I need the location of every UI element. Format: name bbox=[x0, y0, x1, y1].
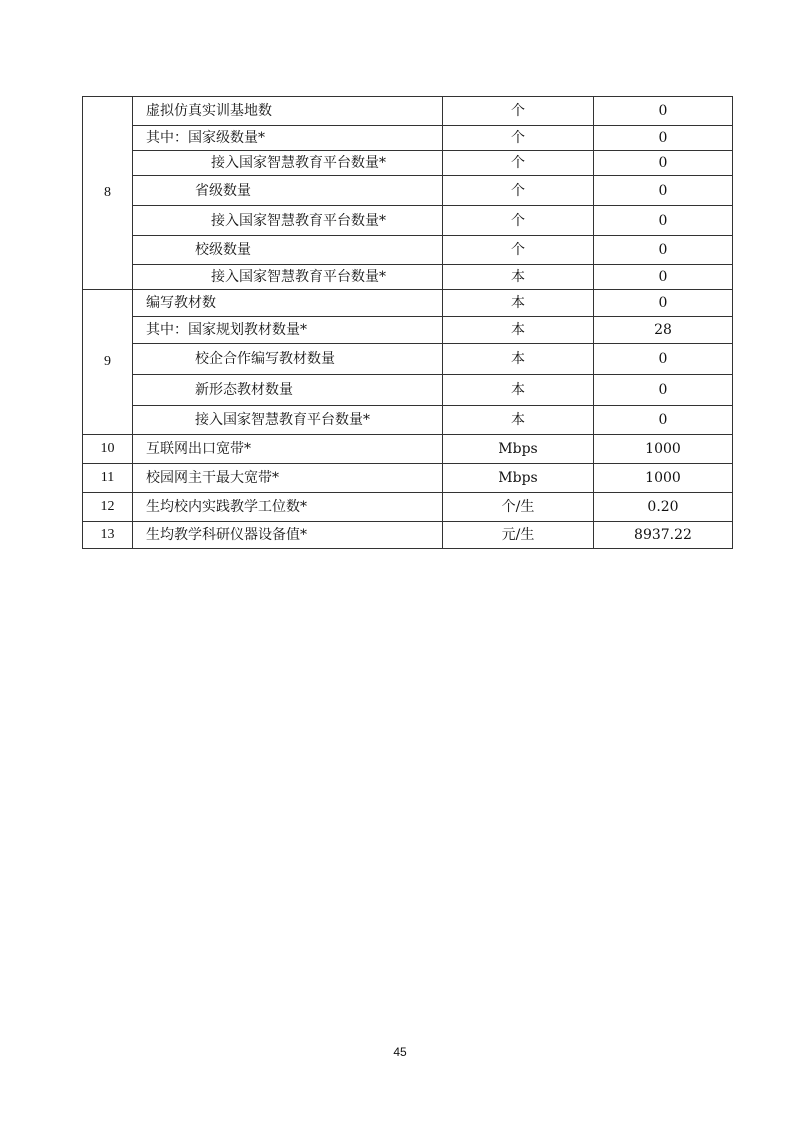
indicator-value: 0 bbox=[594, 126, 733, 151]
indicator-unit: 本 bbox=[443, 375, 594, 406]
indicator-value: 0 bbox=[594, 344, 733, 375]
indicator-name: 虚拟仿真实训基地数 bbox=[133, 97, 443, 126]
indicator-unit: Mbps bbox=[443, 464, 594, 493]
table-row bbox=[83, 176, 733, 206]
table-row bbox=[83, 206, 733, 236]
table-row bbox=[83, 126, 733, 151]
indicator-name: 校园网主干最大宽带* bbox=[133, 464, 443, 493]
table-row bbox=[83, 317, 733, 344]
table-row bbox=[83, 97, 733, 126]
indicator-value: 0 bbox=[594, 265, 733, 290]
table-row bbox=[83, 522, 733, 549]
indicator-unit: 个/生 bbox=[443, 493, 594, 522]
indicator-unit: 个 bbox=[443, 126, 594, 151]
indicator-name: 生均教学科研仪器设备值* bbox=[133, 522, 443, 549]
table-row bbox=[83, 236, 733, 265]
indicator-name: 互联网出口宽带* bbox=[133, 435, 443, 464]
indicator-value: 0 bbox=[594, 151, 733, 176]
indicator-value: 28 bbox=[594, 317, 733, 344]
indicator-name: 接入国家智慧教育平台数量* bbox=[133, 206, 443, 236]
indicator-value: 0 bbox=[594, 97, 733, 126]
indicator-name: 接入国家智慧教育平台数量* bbox=[133, 406, 443, 435]
indicator-unit: 个 bbox=[443, 151, 594, 176]
indicator-value: 8937.22 bbox=[594, 522, 733, 549]
page-number: 45 bbox=[393, 1045, 407, 1059]
indicator-unit: 本 bbox=[443, 344, 594, 375]
indicator-name: 校企合作编写教材数量 bbox=[133, 344, 443, 375]
table-row bbox=[83, 435, 733, 464]
indicator-value: 0 bbox=[594, 375, 733, 406]
indicator-name: 其中：国家级数量* bbox=[133, 126, 443, 151]
indicator-value: 0 bbox=[594, 176, 733, 206]
row-index: 13 bbox=[83, 522, 133, 549]
indicator-unit: 元/生 bbox=[443, 522, 594, 549]
table-row bbox=[83, 344, 733, 375]
indicator-unit: 本 bbox=[443, 290, 594, 317]
row-index: 8 bbox=[83, 97, 133, 290]
indicator-value: 0 bbox=[594, 406, 733, 435]
indicator-unit: 本 bbox=[443, 265, 594, 290]
indicator-unit: 本 bbox=[443, 317, 594, 344]
indicator-unit: 本 bbox=[443, 406, 594, 435]
table-row bbox=[83, 290, 733, 317]
row-index: 9 bbox=[83, 290, 133, 435]
row-index: 12 bbox=[83, 493, 133, 522]
indicator-name: 编写教材数 bbox=[133, 290, 443, 317]
indicator-table bbox=[82, 96, 733, 549]
indicator-value: 0 bbox=[594, 236, 733, 265]
indicator-unit: 个 bbox=[443, 206, 594, 236]
row-index: 10 bbox=[83, 435, 133, 464]
indicator-unit: Mbps bbox=[443, 435, 594, 464]
indicator-name: 校级数量 bbox=[133, 236, 443, 265]
indicator-unit: 个 bbox=[443, 176, 594, 206]
indicator-value: 0.20 bbox=[594, 493, 733, 522]
indicator-value: 1000 bbox=[594, 464, 733, 493]
indicator-value: 0 bbox=[594, 206, 733, 236]
indicator-value: 1000 bbox=[594, 435, 733, 464]
table-row bbox=[83, 375, 733, 406]
indicator-name: 接入国家智慧教育平台数量* bbox=[133, 151, 443, 176]
indicator-unit: 个 bbox=[443, 97, 594, 126]
table-row bbox=[83, 265, 733, 290]
table-row bbox=[83, 464, 733, 493]
indicator-value: 0 bbox=[594, 290, 733, 317]
indicator-name: 接入国家智慧教育平台数量* bbox=[133, 265, 443, 290]
table-row bbox=[83, 493, 733, 522]
table-row bbox=[83, 406, 733, 435]
indicator-name: 省级数量 bbox=[133, 176, 443, 206]
indicator-name: 新形态教材数量 bbox=[133, 375, 443, 406]
indicator-name: 生均校内实践教学工位数* bbox=[133, 493, 443, 522]
row-index: 11 bbox=[83, 464, 133, 493]
table-row bbox=[83, 151, 733, 176]
indicator-unit: 个 bbox=[443, 236, 594, 265]
indicator-name: 其中：国家规划教材数量* bbox=[133, 317, 443, 344]
